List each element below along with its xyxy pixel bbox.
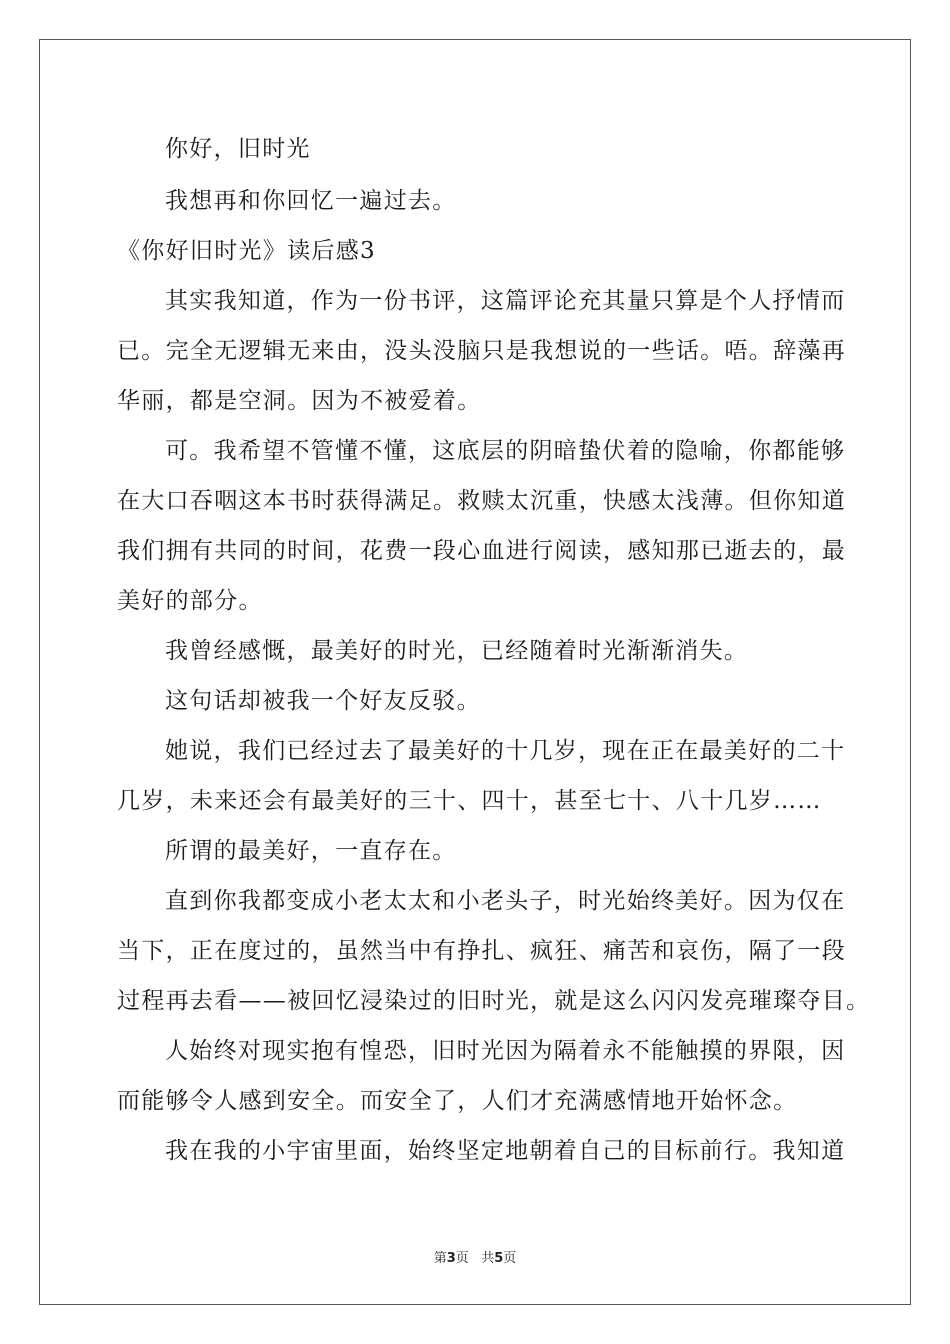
text-line: 我们拥有共同的时间，花费一段心血进行阅读，感知那已逝去的，最 [117,538,846,564]
text-line: 你好，旧时光 [165,136,311,162]
text-line: 已。完全无逻辑无来由，没头没脑只是我想说的一些话。唔。辞藻再 [117,338,846,364]
text-line: 她说，我们已经过去了最美好的十几岁，现在正在最美好的二十 [165,738,846,764]
text-line: 当下，正在度过的，虽然当中有挣扎、疯狂、痛苦和哀伤，隔了一段 [117,938,846,964]
text-line: 所谓的最美好，一直存在。 [165,838,457,864]
total-label-prefix: 共 [481,1251,495,1266]
total-pages: 5 [494,1251,504,1266]
total-label-suffix: 页 [503,1251,517,1266]
text-line: 我曾经感慨，最美好的时光，已经随着时光渐渐消失。 [165,638,749,664]
text-line: 而能够令人感到安全。而安全了，人们才充满感情地开始怀念。 [117,1088,798,1114]
text-line: 几岁，未来还会有最美好的三十、四十，甚至七十、八十几岁…… [117,788,822,814]
text-line: 其实我知道，作为一份书评，这篇评论充其量只算是个人抒情而 [165,288,846,314]
text-line: 美好的部分。 [117,588,263,614]
text-line: 这句话却被我一个好友反驳。 [165,688,481,714]
text-line: 华丽，都是空洞。因为不被爱着。 [117,388,482,414]
text-line: 我在我的小宇宙里面，始终坚定地朝着自己的目标前行。我知道 [165,1138,846,1164]
page-label-suffix: 页 [455,1251,469,1266]
text-line: 可。我希望不管懂不懂，这底层的阴暗蛰伏着的隐喻，你都能够 [165,438,846,464]
text-line: 人始终对现实抱有惶恐，旧时光因为隔着永不能触摸的界限，因 [165,1038,846,1064]
page-label-prefix: 第 [433,1251,447,1266]
text-line: 直到你我都变成小老太太和小老头子，时光始终美好。因为仅在 [165,888,846,914]
text-line: 我想再和你回忆一遍过去。 [165,188,457,214]
section-heading: 《你好旧时光》读后感3 [117,238,376,264]
page-footer [0,1247,950,1266]
page-number: 3 [446,1251,456,1266]
text-line: 过程再去看——被回忆浸染过的旧时光，就是这么闪闪发亮璀璨夺目。 [117,988,871,1014]
text-line: 在大口吞咽这本书时获得满足。救赎太沉重，快感太浅薄。但你知道 [117,488,846,514]
